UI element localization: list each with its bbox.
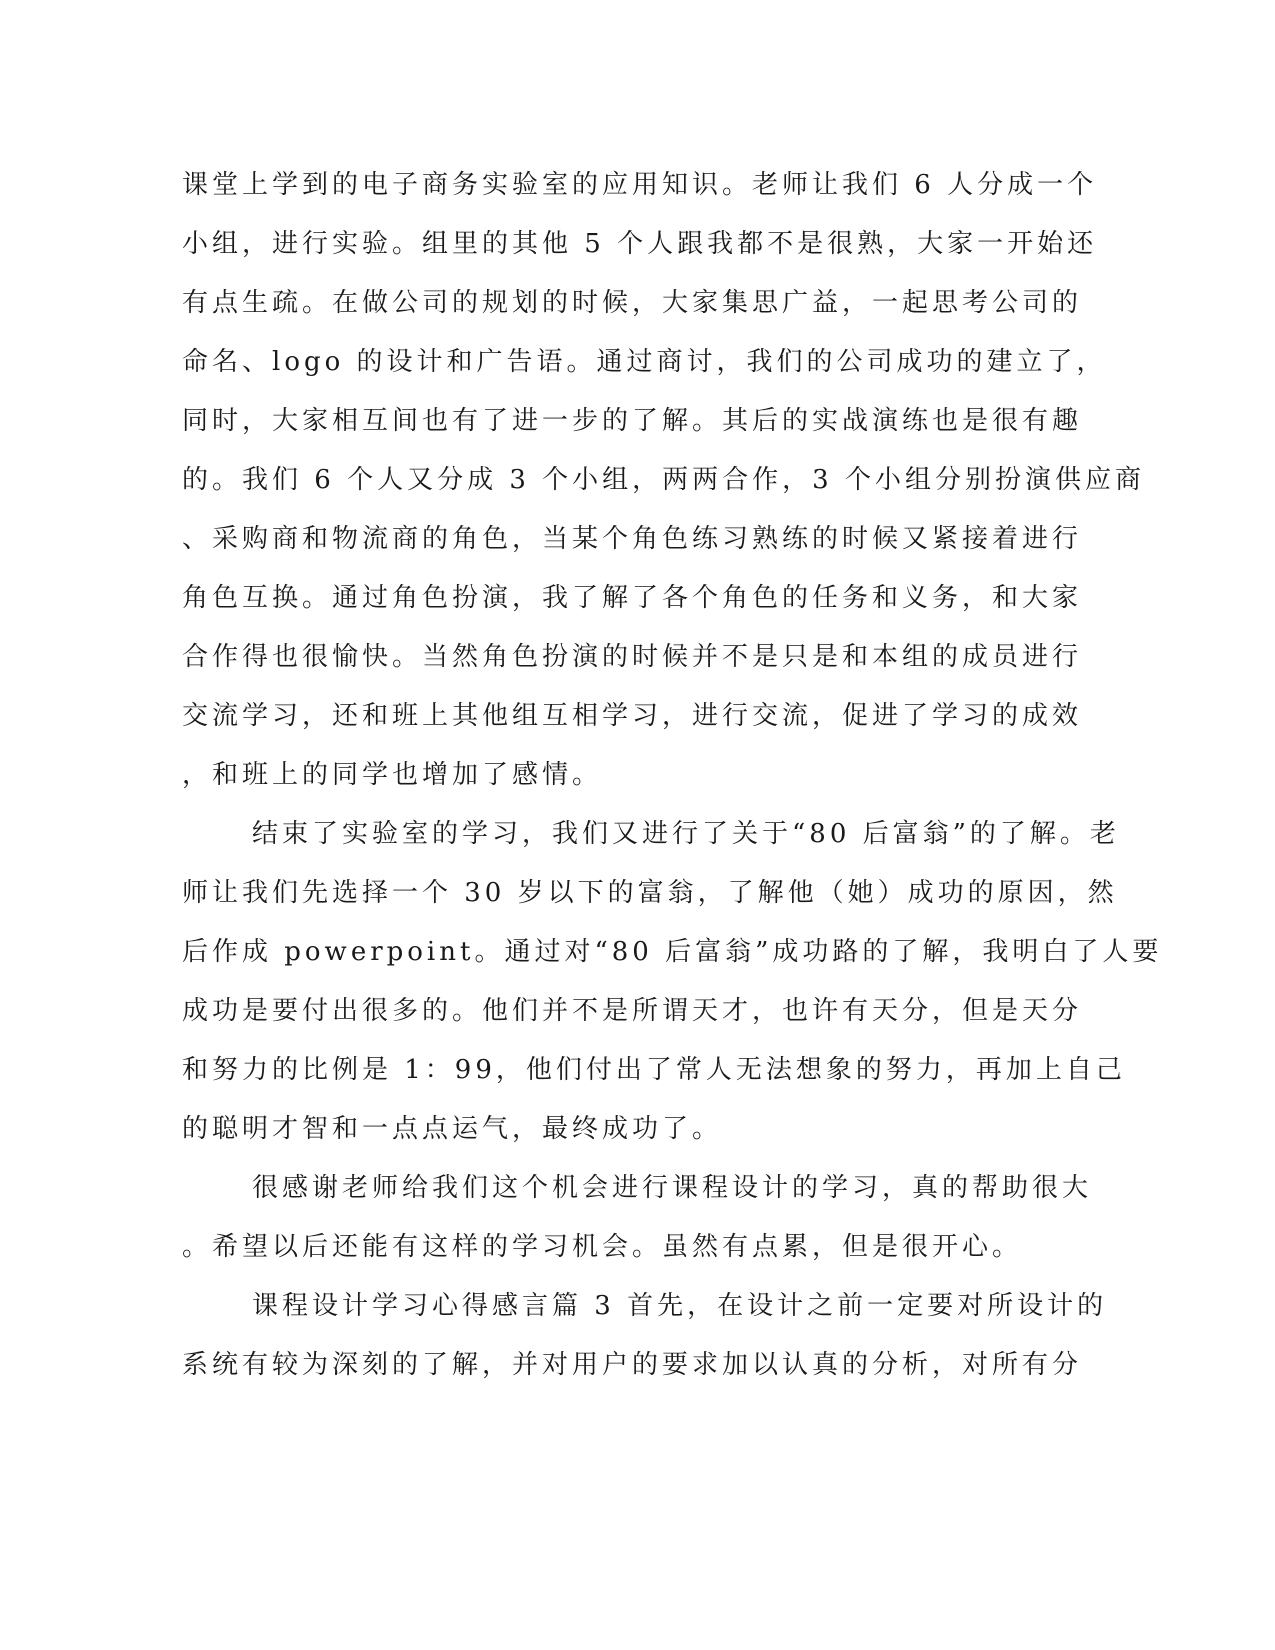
text-line: 命名、logo 的设计和广告语。通过商讨，我们的公司成功的建立了， [182, 347, 1107, 377]
body-text [182, 156, 1163, 1395]
text-line: ，和班上的同学也增加了感情。 [182, 760, 603, 790]
text-line: 角色互换。通过角色扮演，我了解了各个角色的任务和义务，和大家 [182, 583, 1083, 613]
text-line: 的。我们 6 个人又分成 3 个小组，两两合作，3 个小组分别扮演供应商 [182, 465, 1145, 495]
text-line: 课堂上学到的电子商务实验室的应用知识。老师让我们 6 人分成一个 [182, 170, 1098, 200]
text-line: 交流学习，还和班上其他组互相学习，进行交流，促进了学习的成效 [182, 701, 1083, 731]
text-line: 小组，进行实验。组里的其他 5 个人跟我都不是很熟，大家一开始还 [182, 229, 1098, 259]
text-line: 成功是要付出很多的。他们并不是所谓天才，也许有天分，但是天分 [182, 996, 1083, 1026]
paragraph-start-line: 很感谢老师给我们这个机会进行课程设计的学习，真的帮助很大 [252, 1173, 1093, 1203]
text-line: 同时，大家相互间也有了进一步的了解。其后的实战演练也是很有趣 [182, 406, 1083, 436]
paragraph-start-line: 结束了实验室的学习，我们又进行了关于“80 后富翁”的了解。老 [252, 819, 1120, 849]
text-line: 系统有较为深刻的了解，并对用户的要求加以认真的分析，对所有分 [182, 1350, 1083, 1380]
text-line: 后作成 powerpoint。通过对“80 后富翁”成功路的了解，我明白了人要 [182, 937, 1163, 967]
text-line: 和努力的比例是 1：99，他们付出了常人无法想象的努力，再加上自己 [182, 1055, 1126, 1085]
text-line: 合作得也很愉快。当然角色扮演的时候并不是只是和本组的成员进行 [182, 642, 1083, 672]
text-line: 。希望以后还能有这样的学习机会。虽然有点累，但是很开心。 [182, 1232, 1023, 1262]
paragraph-start-line: 课程设计学习心得感言篇 3 首先，在设计之前一定要对所设计的 [252, 1291, 1108, 1321]
text-line: 师让我们先选择一个 30 岁以下的富翁，了解他（她）成功的原因，然 [182, 878, 1118, 908]
text-line: 的聪明才智和一点点运气，最终成功了。 [182, 1114, 723, 1144]
text-line: 有点生疏。在做公司的规划的时候，大家集思广益，一起思考公司的 [182, 288, 1083, 318]
text-line: 、采购商和物流商的角色，当某个角色练习熟练的时候又紧接着进行 [182, 524, 1083, 554]
